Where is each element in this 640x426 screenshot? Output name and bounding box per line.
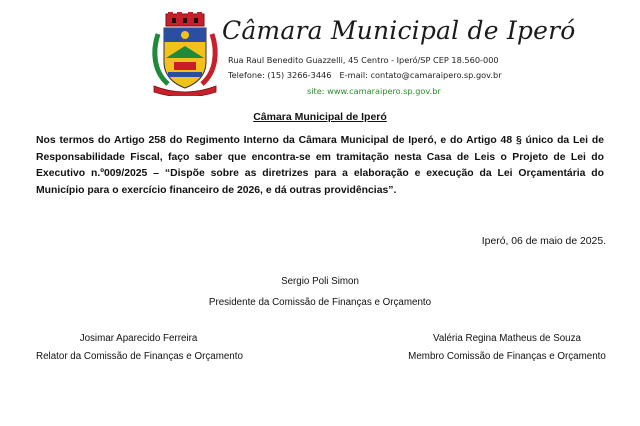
contact-line [228,70,502,80]
signer-role: Membro Comissão de Finanças e Orçamento [408,351,606,362]
document-body: Nos termos do Artigo 258 do Regimento Interno da Câmara Municipal de Iperó, e do Artigo 48 § único da Lei de Responsabilidade Fiscal, faço saber que encontra-se em tramitação nesta Casa de Leis o Projeto de Lei do Executivo n.º009/2025 – “Dispõe sobre as diretrizes para a elaboração e execução da Lei Orçamentária do Município para o exercício financeiro de 2026, e dá outras providências”. [36,135,604,196]
email: E-mail: contato@camaraipero.sp.gov.br [339,70,502,80]
signer-name: Josimar Aparecido Ferreira [79,333,198,344]
municipal-coat-of-arms-icon [150,12,220,96]
signature-rapporteur [36,333,241,362]
document-title: Câmara Municipal de Iperó [253,111,387,123]
phone: Telefone: (15) 3266-3446 [228,70,332,80]
signature-member [408,333,606,362]
signer-name: Sergio Poli Simon [281,276,359,287]
signer-role: Relator da Comissão de Finanças e Orçamento [36,351,243,362]
document-date: Iperó, 06 de maio de 2025. [481,236,606,247]
signer-name: Valéria Regina Matheus de Souza [433,333,581,344]
signature-president [0,276,640,308]
letterhead [150,12,576,98]
address: Rua Raul Benedito Guazzelli, 45 Centro - Iperó/SP CEP 18.560-000 [228,55,499,65]
org-name: Câmara Municipal de Iperó [222,16,576,45]
signer-role: Presidente da Comissão de Finanças e Orçamento [208,297,432,308]
site-link[interactable]: site: www.camaraipero.sp.gov.br [307,86,441,96]
